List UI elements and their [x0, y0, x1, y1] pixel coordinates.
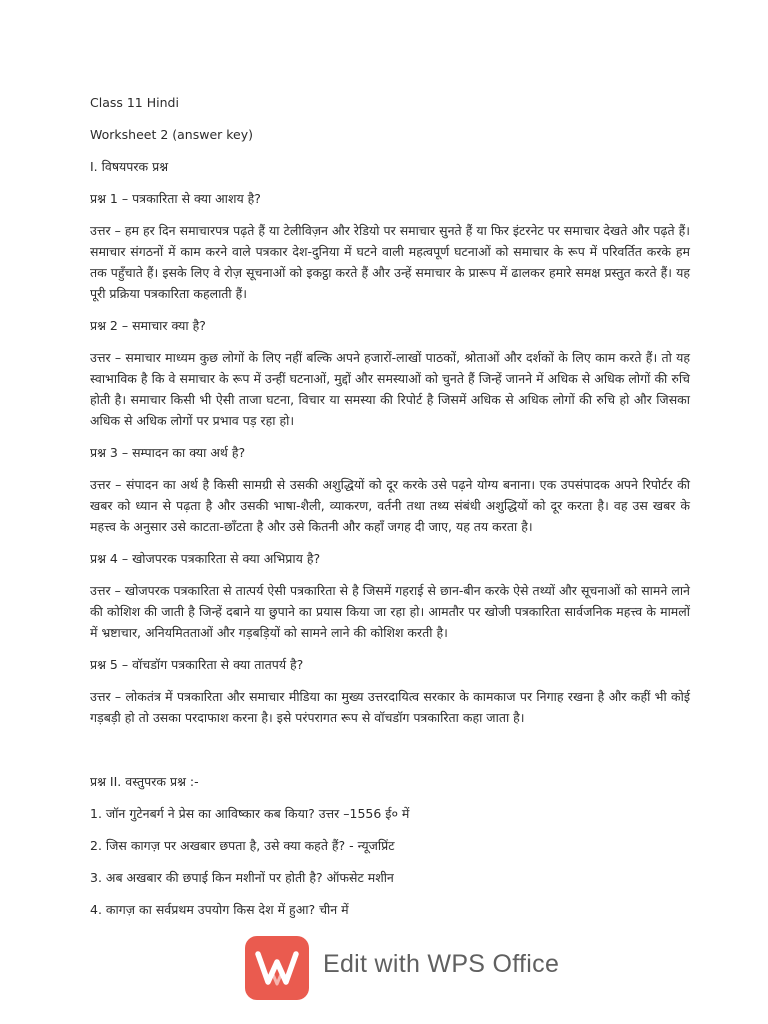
objective-question-2: 2. जिस कागज़ पर अखबार छपता है, उसे क्या कहते हैं? - न्यूजप्रिंट [90, 838, 395, 853]
class-title: Class 11 Hindi [90, 95, 179, 110]
spacer [90, 739, 690, 771]
document-body [90, 92, 690, 931]
question-3: प्रश्न 3 – सम्पादन का क्या अर्थ है? [90, 445, 246, 460]
answer-1: उत्तर – हम हर दिन समाचारपत्र पढ़ते हैं या टेलीविज़न और रेडियो पर समाचार सुनते हैं या फिर इंटरनेट पर समाचार देखते और पढ़ते हैं। समाचार संगठनों में काम करने वाले पत्रकार देश-दुनिया में घटने वाली महत्वपूर्ण घटनाओं को समाचार के रूप में परिवर्तित करके हम तक पहुँचाते हैं। इसके लिए वे रोज़ सूचनाओं को इकट्ठा करते हैं और उन्हें समाचार के प्रारूप में ढालकर हमारे समक्ष प्रस्तुत करते हैं। यह पूरी प्रक्रिया पत्रकारिता कहलाती हैं। [90, 223, 690, 301]
question-1: प्रश्न 1 – पत्रकारिता से क्या आशय है? [90, 191, 261, 206]
answer-5: उत्तर – लोकतंत्र में पत्रकारिता और समाचार मीडिया का मुख्य उत्तरदायित्व सरकार के कामकाज पर निगाह रखना है और कहीं भी कोई गड़बड़ी हो तो उसका परदाफाश करना है। इसे परंपरागत रूप से वॉचडॉग पत्रकारिता कहा जाता है। [90, 689, 690, 725]
question-4: प्रश्न 4 – खोजपरक पत्रकारिता से क्या अभिप्राय है? [90, 551, 321, 566]
objective-question-3: 3. अब अखबार की छपाई किन मशीनों पर होती है? ऑफसेट मशीन [90, 870, 394, 885]
wps-logo-icon[interactable] [245, 936, 309, 1000]
section-2-title: प्रश्न II. वस्तुपरक प्रश्न :- [90, 774, 199, 789]
worksheet-title: Worksheet 2 (answer key) [90, 127, 254, 142]
question-2: प्रश्न 2 – समाचार क्या है? [90, 318, 206, 333]
section-1-title: I. विषयपरक प्रश्न [90, 159, 169, 174]
answer-4: उत्तर – खोजपरक पत्रकारिता से तात्पर्य ऐसी पत्रकारिता से है जिसमें गहराई से छान-बीन करके ऐसे तथ्यों और सूचनाओं को सामने लाने की कोशिश की जाती है जिन्हें दबाने या छुपाने का प्रयास किया जा रहा हो। आमतौर पर खोजी पत्रकारिता सार्वजनिक महत्त्व के मामलों में भ्रष्टाचार, अनियमितताओं और गड़बड़ियों को सामने लाने की कोशिश करती है। [90, 583, 690, 640]
answer-2: उत्तर – समाचार माध्यम कुछ लोगों के लिए नहीं बल्कि अपने हजारों-लाखों पाठकों, श्रोताओं और दर्शकों के लिए काम करते हैं। तो यह स्वाभाविक है कि वे समाचार के रूप में उन्हीं घटनाओं, मुद्दों और समस्याओं को चुनते हैं जिन्हें जानने में अधिक से अधिक लोगों की रुचि होती है। समाचार किसी भी ऐसी ताजा घटना, विचार या समस्या की रिपोर्ट है जिसमें अधिक से अधिक लोगों की रुचि हो और जिसका अधिक से अधिक लोगों पर प्रभाव पड़ रहा हो। [90, 350, 690, 428]
question-5: प्रश्न 5 – वॉचडॉग पत्रकारिता से क्या तातपर्य है? [90, 657, 304, 672]
objective-question-4: 4. कागज़ का सर्वप्रथम उपयोग किस देश में हुआ? चीन में [90, 902, 349, 917]
wps-edit-link[interactable]: Edit with WPS Office [323, 950, 560, 978]
wps-w-glyph-icon [255, 948, 299, 988]
objective-question-1: 1. जॉन गुटेनबर्ग ने प्रेस का आविष्कार कब किया? उत्तर –1556 ई० में [90, 806, 410, 821]
answer-3: उत्तर – संपादन का अर्थ है किसी सामग्री से उसकी अशुद्धियों को दूर करके उसे पढ़ने योग्य बनाना। एक उपसंपादक अपने रिपोर्टर की खबर को ध्यान से पढ़ता है और उसकी भाषा-शैली, व्याकरण, वर्तनी तथा तथ्य संबंधी अशुद्धियों को दूर करता है। वह उस खबर के महत्त्व के अनुसार उसे काटता-छाँटता है और उसे कितनी और कहाँ जगह दी जाए, यह तय करता है। [90, 477, 690, 534]
